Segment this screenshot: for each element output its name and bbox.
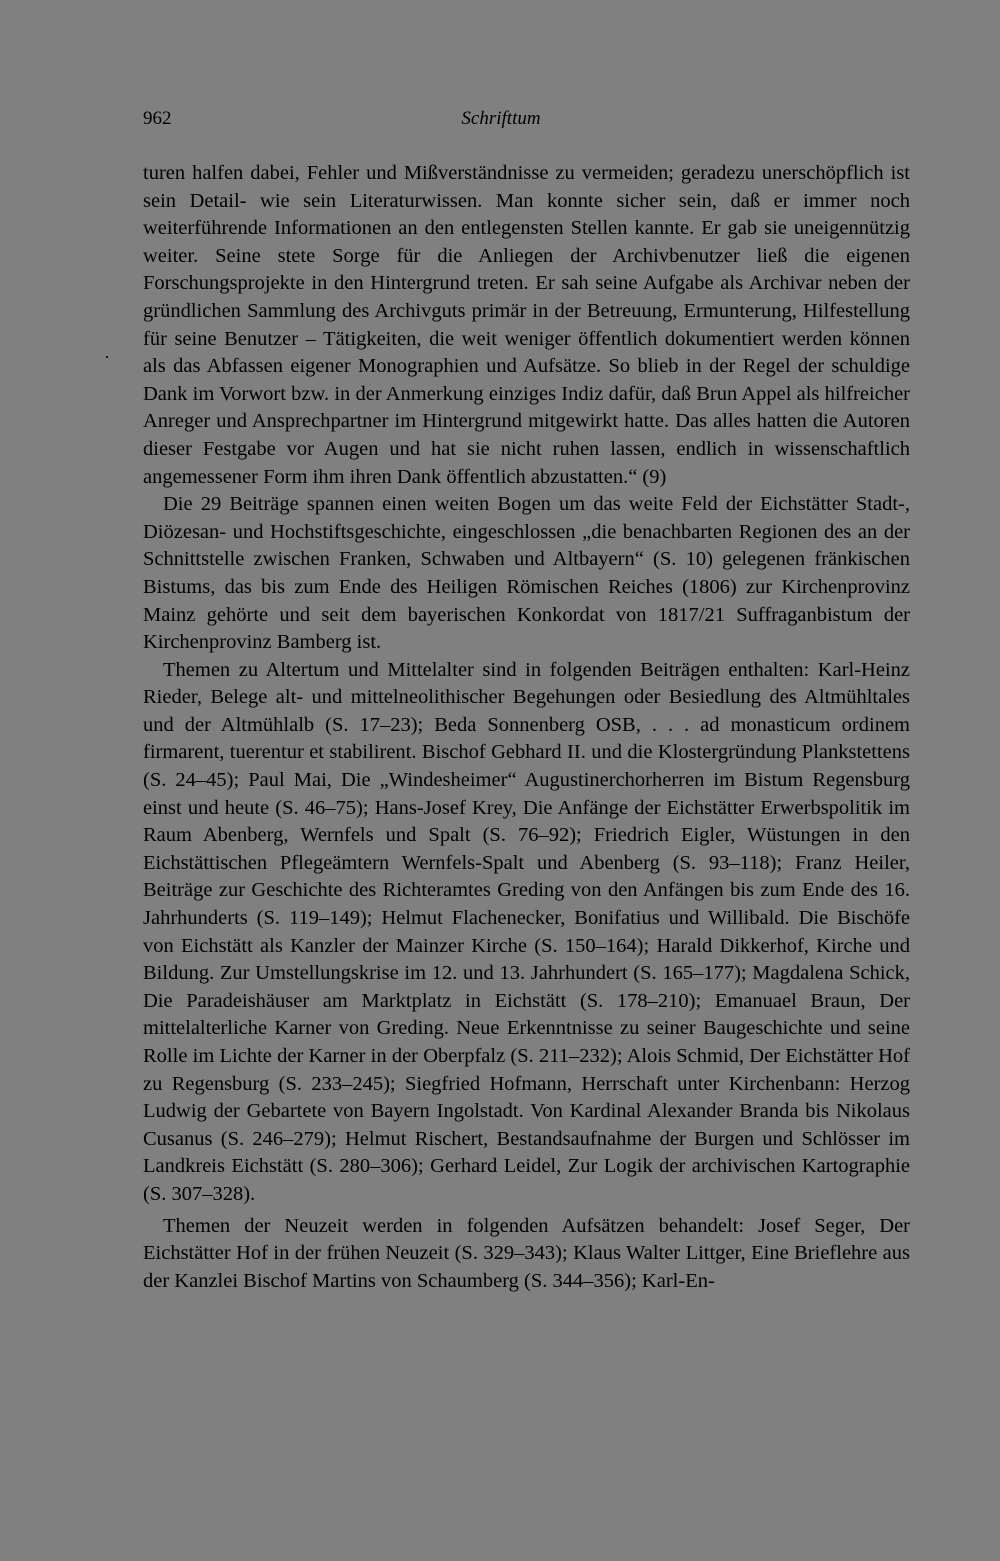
body-text: [143, 160, 910, 1295]
paragraph-medieval-topics: Themen zu Altertum und Mittelalter sind in folgenden Beiträgen enthalten: Karl-Heinz Rieder, Belege alt- und mittelneolithischer Begehungen oder Besiedlung des Altmühltales und der Altmühlalb (S. 17–23); Beda Sonnenberg OSB, . . . ad monasticum ordinem firmarent, tuerentur et stabilirent. Bischof Gebhard II. und die Klostergründung Plankstettens (S. 24–45); Paul Mai, Die „Windesheimer“ Augustinerchorherren im Bistum Regensburg einst und heute (S. 46–75); Hans-Josef Krey, Die Anfänge der Eichstätter Erwerbspolitik im Raum Abenberg, Wernfels und Spalt (S. 76–92); Friedrich Eigler, Wüstungen in den Eichstättischen Pflegeämtern Wernfels-Spalt und Abenberg (S. 93–118); Franz Heiler, Beiträge zur Geschichte des Richteramtes Greding von den Anfängen bis zum Ende des 16. Jahrhunderts (S. 119–149); Helmut Flachenecker, Bonifatius und Willibald. Die Bischöfe von Eichstätt als Kanzler der Mainzer Kirche (S. 150–164); Harald Dikkerhof, Kirche und Bildung. Zur Umstellungskrise im 12. und 13. Jahrhundert (S. 165–177); Magdalena Schick, Die Paradeishäuser am Marktplatz in Eichstätt (S. 178–210); Emanuael Braun, Der mittelalterliche Karner von Greding. Neue Erkenntnisse zu seiner Baugeschichte und seine Rolle im Lichte der Karner in der Oberpfalz (S. 211–232); Alois Schmid, Der Eichstätter Hof zu Regensburg (S. 233–245); Siegfried Hofmann, Herrschaft unter Kirchenbann: Herzog Ludwig der Gebartete von Bayern Ingolstadt. Von Kardinal Alexander Branda bis Nikolaus Cusanus (S. 246–279); Helmut Rischert, Bestandsaufnahme der Burgen und Schlösser im Landkreis Eichstätt (S. 280–306); Gerhard Leidel, Zur Logik der archivischen Kartographie (S. 307–328).: [143, 658, 910, 1205]
paragraph-modern-topics: Themen der Neuzeit werden in folgenden Aufsätzen behandelt: Josef Seger, Der Eichstätter Hof in der frühen Neuzeit (S. 329–343); Klaus Walter Littger, Eine Brieflehre aus der Kanzlei Bischof Martins von Schaumberg (S. 344–356); Karl-En-: [143, 1214, 910, 1292]
paragraph-overview: Die 29 Beiträge spannen einen weiten Bogen um das weite Feld der Eichstätter Stadt-, Diözesan- und Hochstiftsgeschichte, eingeschlossen „die benachbarten Regionen des an der Schnittstelle zwischen Franken, Schwaben und Altbayern“ (S. 10) gelegenen fränkischen Bistums, das bis zum Ende des Heiligen Römischen Reiches (1806) zur Kirchenprovinz Mainz gehörte und seit dem bayerischen Konkordat von 1817/21 Suffraganbistum der Kirchenprovinz Bamberg ist.: [143, 493, 910, 654]
scan-speck: [106, 356, 108, 358]
paragraph-quote-continuation: turen halfen dabei, Fehler und Mißverständnisse zu vermeiden; geradezu unerschöpflich ist sein Detail- wie sein Literaturwissen. Man konnte sicher sein, daß er immer noch weiterführende Informationen an den entlegensten Stellen kannte. Er gab sie uneigennützig weiter. Seine stete Sorge für die Anliegen der Archivbenutzer ließ die eigenen Forschungsprojekte in den Hintergrund treten. Er sah seine Aufgabe als Archivar neben der gründlichen Sammlung des Archivguts primär in der Betreuung, Ermunterung, Hilfestellung für seine Benutzer – Tätigkeiten, die weit weniger öffentlich dokumentiert werden können als das Abfassen eigener Monographien und Aufsätze. So blieb in der Regel der schuldige Dank im Vorwort bzw. in der Anmerkung einziges Indiz dafür, daß Brun Appel als hilfreicher Anreger und Ansprechpartner im Hintergrund mitgewirkt hatte. Das alles hatten die Autoren dieser Festgabe vor Augen und hat sie nicht ruhen lassen, endlich in wissenschaftlich angemessener Form ihm ihren Dank öffentlich abzustatten.“ (9): [143, 162, 910, 488]
running-title: Schrifttum: [461, 108, 541, 129]
page-header: [143, 104, 859, 134]
page-number: 962: [143, 108, 172, 129]
